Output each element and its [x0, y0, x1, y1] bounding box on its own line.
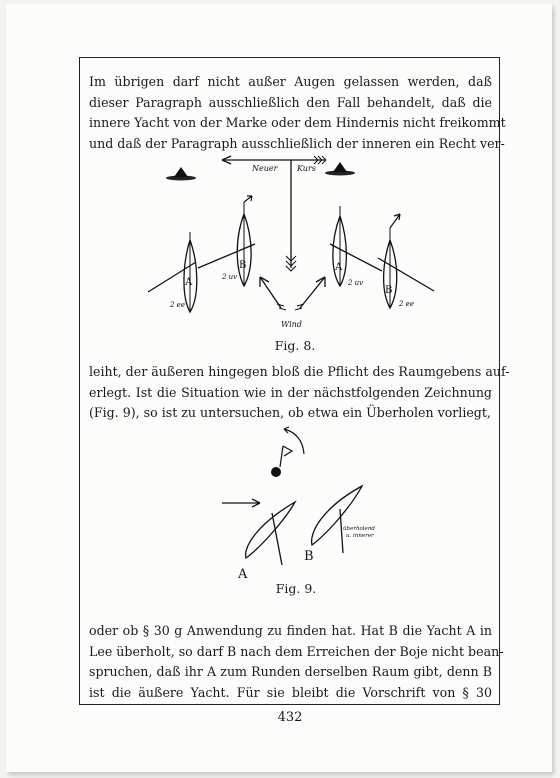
text-line: leiht, der äußeren hingegen bloß die Pflicht des Raumgebens auf-: [89, 364, 510, 379]
annotation-line: u. innerer: [346, 533, 374, 539]
figure-8-caption: Fig. 8.: [274, 338, 316, 353]
page-number: 432: [277, 710, 303, 725]
yacht-a: [246, 502, 295, 565]
wind-label: Wind: [281, 320, 302, 329]
wind-arrow: [222, 499, 260, 507]
boat-side-label: 2 ee: [170, 301, 185, 309]
text-line: Im übrigen darf nicht außer Augen gelassen werden, daß: [89, 74, 492, 89]
boat-letter: A: [185, 277, 193, 288]
text-line: ist die äußere Yacht. Für sie bleibt die Vorschrift von § 30: [89, 684, 492, 700]
course-label-left: Neuer: [252, 164, 278, 173]
yacht-b: [312, 486, 362, 553]
boat-letter: B: [239, 260, 247, 271]
text-line: innere Yacht von der Marke oder dem Hindernis nicht freikommt: [89, 115, 506, 130]
buoy-icon: [271, 446, 292, 477]
course-label-right: Kurs: [297, 164, 316, 173]
boat-letter-a: A: [238, 567, 248, 582]
figure-9-caption: Fig. 9.: [275, 581, 317, 596]
annotation-line: überholend: [343, 526, 375, 532]
paragraph-3: [89, 621, 504, 703]
boat-letter-b: B: [304, 549, 314, 564]
text-line: Lee überholt, so darf B nach dem Erreichen der Boje nicht bean-: [89, 643, 504, 659]
boat-side-label: 2 uv: [222, 273, 238, 281]
text-line: dieser Paragraph ausschließlich den Fall behandelt, daß die: [89, 94, 492, 110]
text-line: erlegt. Ist die Situation wie in der nächstfolgenden Zeichnung: [89, 384, 492, 400]
curved-arrow-icon: [284, 427, 304, 454]
text-line: oder ob § 30 g Anwendung zu finden hat. Hat B die Yacht A in: [89, 623, 492, 638]
boat-letter: A: [335, 262, 343, 273]
boat-side-label: 2 ee: [399, 300, 414, 308]
text-line: und daß der Paragraph ausschließlich der inneren ein Recht ver-: [89, 135, 505, 151]
boat-letter: B: [385, 285, 393, 296]
boat-side-label: 2 uv: [348, 279, 364, 287]
text-line: spruchen, daß ihr A zum Runden derselben Raum gibt, denn B: [89, 664, 492, 679]
text-line: (Fig. 9), so ist zu untersuchen, ob etwa ein Überholen vorliegt,: [89, 405, 491, 420]
